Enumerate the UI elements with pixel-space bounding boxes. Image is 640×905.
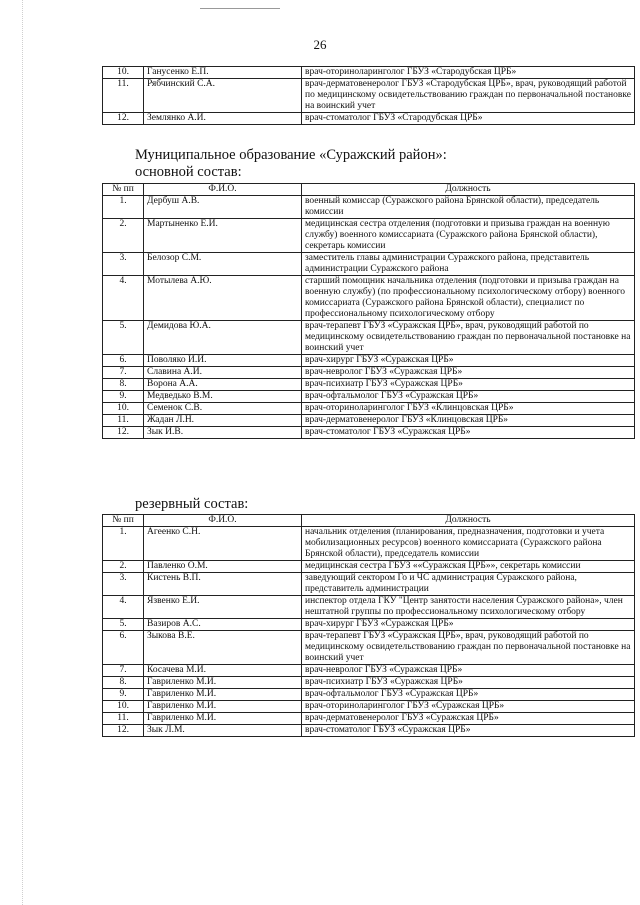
scan-margin-line [22, 0, 23, 905]
table-row [103, 219, 635, 253]
row-number: 9. [103, 391, 144, 403]
row-number: 4. [103, 276, 144, 321]
row-name: Косачева М.И. [144, 665, 302, 677]
row-position: врач-хирург ГБУЗ «Суражская ЦРБ» [302, 355, 635, 367]
table-header-row [103, 515, 635, 527]
row-name: Гавриленко М.И. [144, 689, 302, 701]
row-number: 8. [103, 379, 144, 391]
row-name: Язвенко Е.И. [144, 596, 302, 619]
row-name: Вазиров А.С. [144, 619, 302, 631]
row-position: врач-стоматолог ГБУЗ «Суражская ЦРБ» [302, 427, 635, 439]
row-position: медицинская сестра ГБУЗ ««Суражская ЦРБ»», секретарь комиссии [302, 561, 635, 573]
table-row [103, 689, 635, 701]
row-name: Гавриленко М.И. [144, 713, 302, 725]
table-row [103, 619, 635, 631]
row-name: Павленко О.М. [144, 561, 302, 573]
row-position: врач-дерматовенеролог ГБУЗ «Клинцовская ЦРБ» [302, 415, 635, 427]
row-name: Медведько В.М. [144, 391, 302, 403]
table-row [103, 701, 635, 713]
table-row [103, 79, 635, 113]
row-number: 8. [103, 677, 144, 689]
table-row [103, 677, 635, 689]
table-row [103, 415, 635, 427]
row-position: врач-оториноларинголог ГБУЗ «Суражская ЦРБ» [302, 701, 635, 713]
table-row [103, 67, 635, 79]
row-position: врач-стоматолог ГБУЗ «Суражская ЦРБ» [302, 725, 635, 737]
header-num: № пп [103, 184, 144, 196]
row-name: Ворона А.А. [144, 379, 302, 391]
table-row [103, 379, 635, 391]
row-position: врач-оториноларинголог ГБУЗ «Стародубская ЦРБ» [302, 67, 635, 79]
main-composition-table [102, 183, 635, 439]
row-number: 5. [103, 619, 144, 631]
row-position: начальник отделения (планирования, предназначения, подготовки и учета мобилизационных ресурсов) военного комиссариата (Суражского района Брянской области), председатель комиссии [302, 527, 635, 561]
row-number: 7. [103, 665, 144, 677]
row-name: Демидова Ю.А. [144, 321, 302, 355]
table-row [103, 725, 635, 737]
row-name: Гавриленко М.И. [144, 677, 302, 689]
row-position: врач-терапевт ГБУЗ «Суражская ЦРБ», врач, руководящий работой по медицинскому освидетельствованию граждан по первоначальной постановке на воинский учет [302, 321, 635, 355]
table-row [103, 713, 635, 725]
row-number: 7. [103, 367, 144, 379]
row-position: заведующий сектором Го и ЧС администрация Суражского района, представитель администрации [302, 573, 635, 596]
row-name: Зык И.В. [144, 427, 302, 439]
row-number: 1. [103, 527, 144, 561]
row-position: врач-стоматолог ГБУЗ «Стародубская ЦРБ» [302, 113, 635, 125]
table-row [103, 253, 635, 276]
table-row [103, 596, 635, 619]
row-position: старший помощник начальника отделения (подготовки и призыва граждан на военную службу) (по профессиональному психологическому отбору) военного комиссариата (Суражского района Брянской области), специалист по профессиональному психологическому отбору [302, 276, 635, 321]
row-position: врач-оториноларинголог ГБУЗ «Клинцовская ЦРБ» [302, 403, 635, 415]
header-name: Ф.И.О. [144, 515, 302, 527]
row-number: 12. [103, 427, 144, 439]
row-number: 6. [103, 631, 144, 665]
row-number: 5. [103, 321, 144, 355]
table-row [103, 665, 635, 677]
row-position: врач-хирург ГБУЗ «Суражская ЦРБ» [302, 619, 635, 631]
table-row [103, 573, 635, 596]
row-name: Семенок С.В. [144, 403, 302, 415]
main-table-body [103, 196, 635, 439]
row-number: 11. [103, 79, 144, 113]
row-name: Зык Л.М. [144, 725, 302, 737]
row-name: Дербуш А.В. [144, 196, 302, 219]
row-number: 9. [103, 689, 144, 701]
table-row [103, 561, 635, 573]
row-position: врач-офтальмолог ГБУЗ «Суражская ЦРБ» [302, 391, 635, 403]
row-number: 10. [103, 701, 144, 713]
table-row [103, 631, 635, 665]
main-composition-heading: основной состав: [135, 164, 242, 180]
row-position: заместитель главы администрации Суражского района, представитель администрации Суражского района [302, 253, 635, 276]
table-row [103, 427, 635, 439]
row-name: Поволяко И.И. [144, 355, 302, 367]
continuation-table-body [103, 67, 635, 125]
row-number: 2. [103, 561, 144, 573]
row-name: Рябчинский С.А. [144, 79, 302, 113]
row-name: Зыкова В.Е. [144, 631, 302, 665]
row-number: 10. [103, 403, 144, 415]
reserve-composition-table [102, 514, 635, 737]
header-num: № пп [103, 515, 144, 527]
row-position: врач-психиатр ГБУЗ «Суражская ЦРБ» [302, 677, 635, 689]
continuation-table [102, 66, 635, 125]
row-number: 12. [103, 725, 144, 737]
table-header-row [103, 184, 635, 196]
row-number: 3. [103, 253, 144, 276]
row-number: 2. [103, 219, 144, 253]
row-name: Славина А.И. [144, 367, 302, 379]
top-rule [200, 8, 280, 9]
row-name: Мотылева А.Ю. [144, 276, 302, 321]
row-name: Землянко А.И. [144, 113, 302, 125]
row-name: Гавриленко М.И. [144, 701, 302, 713]
row-position: врач-невролог ГБУЗ «Суражская ЦРБ» [302, 665, 635, 677]
row-number: 12. [103, 113, 144, 125]
row-name: Белозор С.М. [144, 253, 302, 276]
table-row [103, 196, 635, 219]
row-number: 10. [103, 67, 144, 79]
row-number: 11. [103, 415, 144, 427]
page-number: 26 [313, 37, 327, 52]
table-row [103, 527, 635, 561]
table-row [103, 391, 635, 403]
row-position: врач-дерматовенеролог ГБУЗ «Стародубская ЦРБ», врач, руководящий работой по медицинскому освидетельствованию граждан по первоначальной постановке на воинский учет [302, 79, 635, 113]
row-name: Кистень В.П. [144, 573, 302, 596]
table-row [103, 367, 635, 379]
row-position: врач-дерматовенеролог ГБУЗ «Суражская ЦРБ» [302, 713, 635, 725]
row-name: Жадан Л.Н. [144, 415, 302, 427]
reserve-composition-heading: резервный состав: [135, 496, 249, 512]
row-name: Агеенко С.Н. [144, 527, 302, 561]
row-number: 4. [103, 596, 144, 619]
row-position: военный комиссар (Суражского района Брянской области), председатель комиссии [302, 196, 635, 219]
header-position: Должность [302, 515, 635, 527]
row-position: врач-невролог ГБУЗ «Суражская ЦРБ» [302, 367, 635, 379]
table-row [103, 403, 635, 415]
table-row [103, 355, 635, 367]
header-name: Ф.И.О. [144, 184, 302, 196]
row-name: Мартыненко Е.И. [144, 219, 302, 253]
row-position: врач-терапевт ГБУЗ «Суражская ЦРБ», врач, руководящий работой по медицинскому освидетельствованию граждан по первоначальной постановке на воинский учет [302, 631, 635, 665]
table-row [103, 113, 635, 125]
row-number: 6. [103, 355, 144, 367]
row-position: врач-психиатр ГБУЗ «Суражская ЦРБ» [302, 379, 635, 391]
header-position: Должность [302, 184, 635, 196]
table-row [103, 276, 635, 321]
reserve-table-body [103, 527, 635, 737]
row-position: инспектор отдела ГКУ "Центр занятости населения Суражского района», член нештатной группы по профессиональному психологическому отбору [302, 596, 635, 619]
row-number: 3. [103, 573, 144, 596]
table-row [103, 321, 635, 355]
municipality-heading: Муниципальное образование «Суражский район»: [135, 147, 447, 163]
row-number: 1. [103, 196, 144, 219]
row-name: Ганусенко Е.П. [144, 67, 302, 79]
row-position: медицинская сестра отделения (подготовки и призыва граждан на военную службу) военного комиссариата (Суражского района Брянской области), секретарь комиссии [302, 219, 635, 253]
row-number: 11. [103, 713, 144, 725]
row-position: врач-офтальмолог ГБУЗ «Суражская ЦРБ» [302, 689, 635, 701]
